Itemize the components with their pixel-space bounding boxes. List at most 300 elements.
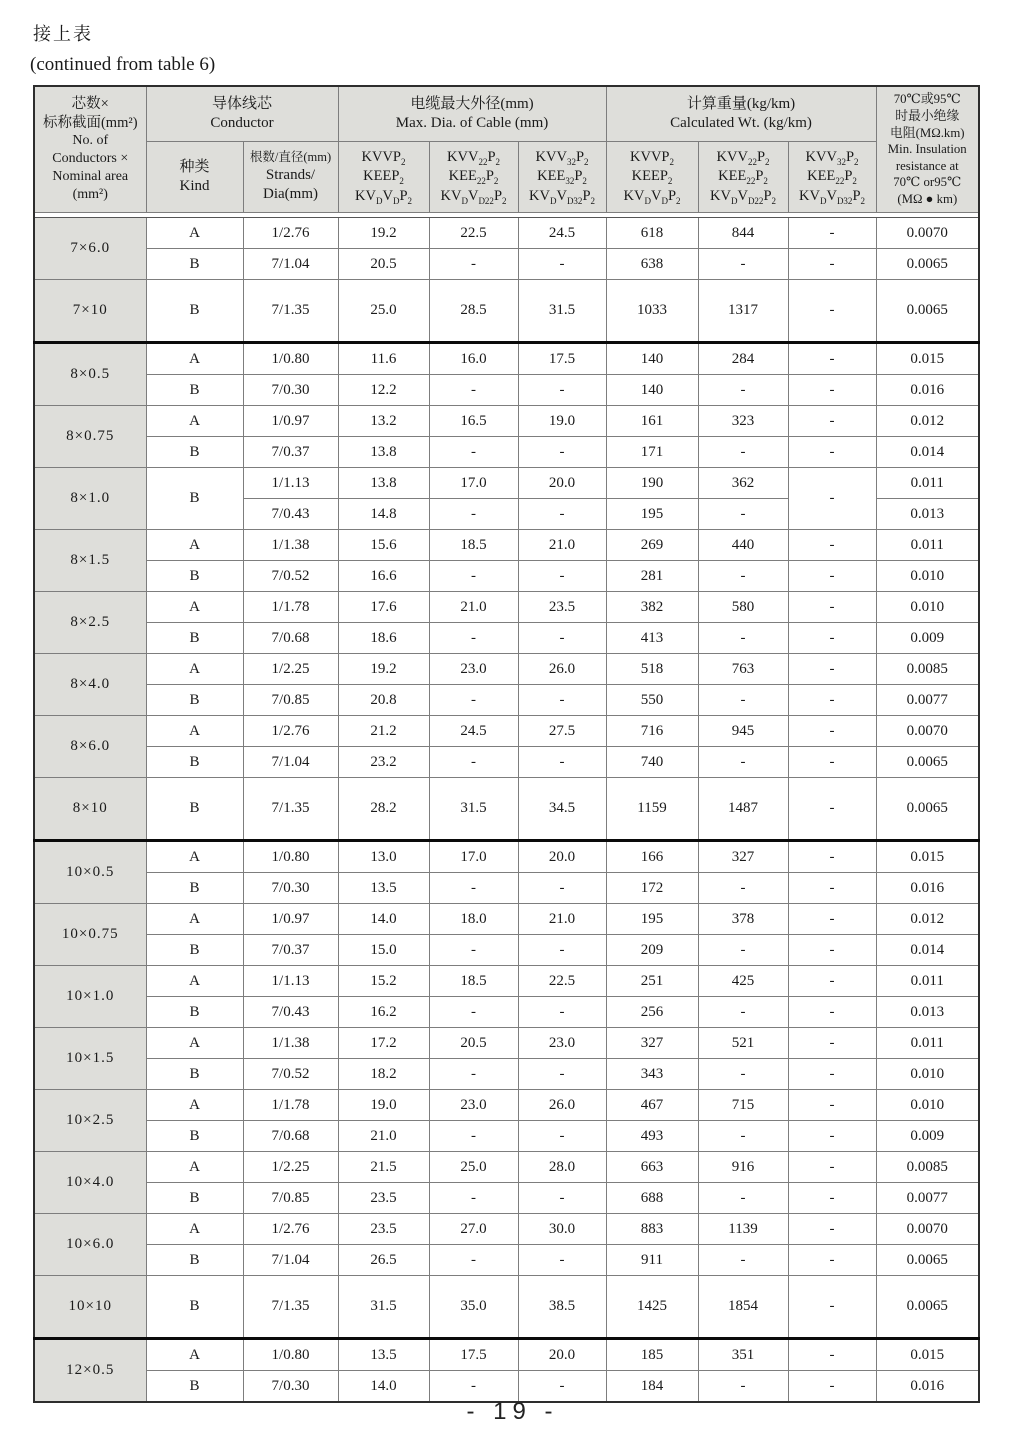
strands-cell: 1/0.80 bbox=[243, 841, 338, 873]
dia-kvvp2-cell: 17.2 bbox=[338, 1028, 429, 1059]
weight-kvvp2-cell: 172 bbox=[606, 873, 698, 904]
weight-kvvp2-cell: 413 bbox=[606, 623, 698, 654]
strands-cell: 7/1.04 bbox=[243, 249, 338, 280]
resistance-cell: 0.0065 bbox=[876, 280, 979, 343]
dia-kvv22p2-cell: - bbox=[429, 747, 518, 778]
kind-cell: A bbox=[146, 841, 243, 873]
dia-kvv22p2-cell: 18.5 bbox=[429, 966, 518, 997]
dia-kvvp2-cell: 14.8 bbox=[338, 499, 429, 530]
weight-kvvp2-cell: 382 bbox=[606, 592, 698, 623]
dia-kvv32p2-cell: - bbox=[518, 685, 606, 716]
header-max-dia-group: 电缆最大外径(mm) Max. Dia. of Cable (mm) bbox=[338, 86, 606, 142]
dia-kvv22p2-cell: - bbox=[429, 623, 518, 654]
resistance-cell: 0.011 bbox=[876, 966, 979, 997]
resistance-cell: 0.016 bbox=[876, 1371, 979, 1403]
dia-kvv22p2-cell: 20.5 bbox=[429, 1028, 518, 1059]
dia-kvv22p2-cell: 17.5 bbox=[429, 1339, 518, 1371]
dia-kvv32p2-cell: - bbox=[518, 1245, 606, 1276]
table-row bbox=[34, 873, 979, 904]
dia-kvvp2-cell: 23.5 bbox=[338, 1214, 429, 1245]
resistance-cell: 0.011 bbox=[876, 468, 979, 499]
weight-kvvp2-cell: 343 bbox=[606, 1059, 698, 1090]
dia-kvv22p2-cell: 16.5 bbox=[429, 406, 518, 437]
dia-kvv22p2-cell: - bbox=[429, 437, 518, 468]
table-row bbox=[34, 592, 979, 623]
kind-cell: B bbox=[146, 873, 243, 904]
dia-kvvp2-cell: 13.0 bbox=[338, 841, 429, 873]
dia-kvvp2-cell: 18.2 bbox=[338, 1059, 429, 1090]
dia-kvvp2-cell: 21.0 bbox=[338, 1121, 429, 1152]
dia-kvvp2-cell: 13.5 bbox=[338, 1339, 429, 1371]
kind-cell: B bbox=[146, 1121, 243, 1152]
dia-kvv32p2-cell: - bbox=[518, 437, 606, 468]
weight-kvv32p2-cell: - bbox=[788, 1371, 876, 1403]
weight-kvv22p2-cell: - bbox=[698, 873, 788, 904]
resistance-cell: 0.010 bbox=[876, 561, 979, 592]
weight-kvvp2-cell: 518 bbox=[606, 654, 698, 685]
table-row bbox=[34, 778, 979, 841]
weight-kvv32p2-cell: - bbox=[788, 375, 876, 406]
weight-kvvp2-cell: 195 bbox=[606, 499, 698, 530]
page-title: 接上表 bbox=[33, 24, 93, 44]
size-cell: 8×4.0 bbox=[34, 654, 146, 716]
weight-kvvp2-cell: 911 bbox=[606, 1245, 698, 1276]
kind-cell: B bbox=[146, 561, 243, 592]
weight-kvvp2-cell: 269 bbox=[606, 530, 698, 561]
table-row bbox=[34, 218, 979, 249]
strands-cell: 1/1.38 bbox=[243, 1028, 338, 1059]
kind-cell: B bbox=[146, 280, 243, 343]
table-row bbox=[34, 1276, 979, 1339]
resistance-cell: 0.0065 bbox=[876, 747, 979, 778]
strands-cell: 7/0.68 bbox=[243, 1121, 338, 1152]
size-cell: 8×1.5 bbox=[34, 530, 146, 592]
table-row bbox=[34, 468, 979, 499]
strands-cell: 1/1.78 bbox=[243, 592, 338, 623]
weight-kvv22p2-cell: - bbox=[698, 935, 788, 966]
dia-kvv22p2-cell: 18.5 bbox=[429, 530, 518, 561]
weight-kvv32p2-cell: - bbox=[788, 716, 876, 747]
kind-cell: A bbox=[146, 1339, 243, 1371]
weight-kvvp2-cell: 1425 bbox=[606, 1276, 698, 1339]
dia-kvv32p2-cell: 27.5 bbox=[518, 716, 606, 747]
size-cell: 8×0.5 bbox=[34, 343, 146, 406]
weight-kvvp2-cell: 185 bbox=[606, 1339, 698, 1371]
strands-cell: 1/1.13 bbox=[243, 468, 338, 499]
weight-kvv32p2-cell: - bbox=[788, 592, 876, 623]
dia-kvv22p2-cell: 22.5 bbox=[429, 218, 518, 249]
dia-kvv32p2-cell: 23.0 bbox=[518, 1028, 606, 1059]
weight-kvv32p2-cell: - bbox=[788, 1121, 876, 1152]
dia-kvv22p2-cell: 17.0 bbox=[429, 841, 518, 873]
weight-kvv32p2-cell: - bbox=[788, 904, 876, 935]
weight-kvvp2-cell: 209 bbox=[606, 935, 698, 966]
weight-kvv22p2-cell: 378 bbox=[698, 904, 788, 935]
table-body bbox=[34, 218, 979, 1403]
dia-kvvp2-cell: 16.6 bbox=[338, 561, 429, 592]
weight-kvv32p2-cell: - bbox=[788, 997, 876, 1028]
table-row bbox=[34, 904, 979, 935]
table-row bbox=[34, 280, 979, 343]
kind-cell: A bbox=[146, 530, 243, 561]
strands-cell: 1/2.76 bbox=[243, 1214, 338, 1245]
weight-kvvp2-cell: 281 bbox=[606, 561, 698, 592]
table-row bbox=[34, 375, 979, 406]
weight-kvv32p2-cell: - bbox=[788, 1090, 876, 1121]
dia-kvv22p2-cell: - bbox=[429, 1183, 518, 1214]
kind-cell: A bbox=[146, 716, 243, 747]
dia-kvvp2-cell: 25.0 bbox=[338, 280, 429, 343]
dia-kvv32p2-cell: - bbox=[518, 561, 606, 592]
table-row bbox=[34, 1121, 979, 1152]
dia-kvv32p2-cell: - bbox=[518, 249, 606, 280]
table-row bbox=[34, 1214, 979, 1245]
resistance-cell: 0.0085 bbox=[876, 1152, 979, 1183]
dia-kvv32p2-cell: 22.5 bbox=[518, 966, 606, 997]
weight-kvv22p2-cell: - bbox=[698, 375, 788, 406]
strands-cell: 1/2.76 bbox=[243, 218, 338, 249]
table-row bbox=[34, 685, 979, 716]
dia-kvv32p2-cell: 21.0 bbox=[518, 904, 606, 935]
dia-kvv22p2-cell: 27.0 bbox=[429, 1214, 518, 1245]
resistance-cell: 0.0085 bbox=[876, 654, 979, 685]
weight-kvv32p2-cell: - bbox=[788, 747, 876, 778]
resistance-cell: 0.015 bbox=[876, 1339, 979, 1371]
dia-kvv22p2-cell: 31.5 bbox=[429, 778, 518, 841]
size-cell: 10×6.0 bbox=[34, 1214, 146, 1276]
dia-kvv32p2-cell: 24.5 bbox=[518, 218, 606, 249]
weight-kvv22p2-cell: 580 bbox=[698, 592, 788, 623]
resistance-cell: 0.012 bbox=[876, 406, 979, 437]
weight-kvv22p2-cell: 1487 bbox=[698, 778, 788, 841]
weight-kvv32p2-cell: - bbox=[788, 1183, 876, 1214]
weight-kvv32p2-cell: - bbox=[788, 218, 876, 249]
header-wt-type-kvv32p2: $KVV_{32}P_2$ $KEE_{22}P_2$ $KV_DV_{D32}P_2$ bbox=[788, 142, 876, 213]
header-conductors-nominal-area: 芯数× 标称截面(mm²) No. of Conductors × Nominal area (mm²) bbox=[34, 86, 146, 213]
weight-kvv22p2-cell: - bbox=[698, 561, 788, 592]
table-row bbox=[34, 1090, 979, 1121]
dia-kvvp2-cell: 13.2 bbox=[338, 406, 429, 437]
weight-kvvp2-cell: 883 bbox=[606, 1214, 698, 1245]
dia-kvvp2-cell: 14.0 bbox=[338, 1371, 429, 1403]
weight-kvv22p2-cell: 327 bbox=[698, 841, 788, 873]
dia-kvv32p2-cell: - bbox=[518, 997, 606, 1028]
dia-kvv32p2-cell: - bbox=[518, 1371, 606, 1403]
weight-kvv32p2-cell: - bbox=[788, 1339, 876, 1371]
resistance-cell: 0.0070 bbox=[876, 218, 979, 249]
table-row bbox=[34, 966, 979, 997]
dia-kvv32p2-cell: 26.0 bbox=[518, 654, 606, 685]
weight-kvv22p2-cell: - bbox=[698, 1059, 788, 1090]
dia-kvvp2-cell: 12.2 bbox=[338, 375, 429, 406]
weight-kvv32p2-cell: - bbox=[788, 530, 876, 561]
dia-kvv22p2-cell: 23.0 bbox=[429, 1090, 518, 1121]
kind-cell: B bbox=[146, 778, 243, 841]
size-cell: 10×0.5 bbox=[34, 841, 146, 904]
weight-kvv22p2-cell: 323 bbox=[698, 406, 788, 437]
weight-kvvp2-cell: 140 bbox=[606, 343, 698, 375]
strands-cell: 7/0.30 bbox=[243, 1371, 338, 1403]
weight-kvv32p2-cell: - bbox=[788, 1028, 876, 1059]
dia-kvv32p2-cell: 20.0 bbox=[518, 841, 606, 873]
page-number: - 19 - bbox=[466, 1398, 559, 1425]
weight-kvvp2-cell: 190 bbox=[606, 468, 698, 499]
table-row bbox=[34, 437, 979, 468]
kind-cell: A bbox=[146, 1214, 243, 1245]
kind-cell: B bbox=[146, 437, 243, 468]
kind-cell: B bbox=[146, 685, 243, 716]
resistance-cell: 0.010 bbox=[876, 592, 979, 623]
size-cell: 8×10 bbox=[34, 778, 146, 841]
weight-kvvp2-cell: 327 bbox=[606, 1028, 698, 1059]
strands-cell: 1/1.13 bbox=[243, 966, 338, 997]
dia-kvvp2-cell: 21.2 bbox=[338, 716, 429, 747]
weight-kvvp2-cell: 161 bbox=[606, 406, 698, 437]
size-cell: 12×0.5 bbox=[34, 1339, 146, 1403]
table-row bbox=[34, 1245, 979, 1276]
header-min-insulation-resistance: 70℃或95℃ 时最小绝缘 电阻(MΩ.km) Min. Insulation resistance at 70℃ or95℃ (MΩ ● km) bbox=[876, 86, 979, 213]
kind-cell: A bbox=[146, 1028, 243, 1059]
size-cell: 8×0.75 bbox=[34, 406, 146, 468]
dia-kvvp2-cell: 20.8 bbox=[338, 685, 429, 716]
kind-cell: A bbox=[146, 592, 243, 623]
table-row bbox=[34, 530, 979, 561]
strands-cell: 1/0.97 bbox=[243, 904, 338, 935]
weight-kvv22p2-cell: - bbox=[698, 437, 788, 468]
weight-kvv32p2-cell: - bbox=[788, 1059, 876, 1090]
strands-cell: 1/1.38 bbox=[243, 530, 338, 561]
dia-kvv32p2-cell: 19.0 bbox=[518, 406, 606, 437]
strands-cell: 7/0.52 bbox=[243, 1059, 338, 1090]
kind-cell: A bbox=[146, 218, 243, 249]
header-calculated-weight-group: 计算重量(kg/km) Calculated Wt. (kg/km) bbox=[606, 86, 876, 142]
strands-cell: 7/0.85 bbox=[243, 1183, 338, 1214]
weight-kvv22p2-cell: - bbox=[698, 747, 788, 778]
strands-cell: 7/1.04 bbox=[243, 1245, 338, 1276]
dia-kvvp2-cell: 19.2 bbox=[338, 654, 429, 685]
weight-kvv32p2-cell: - bbox=[788, 561, 876, 592]
dia-kvv22p2-cell: - bbox=[429, 935, 518, 966]
size-cell: 10×4.0 bbox=[34, 1152, 146, 1214]
kind-cell: B bbox=[146, 375, 243, 406]
dia-kvvp2-cell: 26.5 bbox=[338, 1245, 429, 1276]
weight-kvv32p2-cell: - bbox=[788, 1245, 876, 1276]
dia-kvv32p2-cell: - bbox=[518, 873, 606, 904]
kind-cell: B bbox=[146, 623, 243, 654]
kind-cell: B bbox=[146, 1276, 243, 1339]
resistance-cell: 0.012 bbox=[876, 904, 979, 935]
weight-kvv22p2-cell: 284 bbox=[698, 343, 788, 375]
dia-kvv32p2-cell: 30.0 bbox=[518, 1214, 606, 1245]
dia-kvv32p2-cell: - bbox=[518, 375, 606, 406]
kind-cell: B bbox=[146, 1183, 243, 1214]
size-cell: 10×1.0 bbox=[34, 966, 146, 1028]
table-row bbox=[34, 841, 979, 873]
weight-kvv22p2-cell: 351 bbox=[698, 1339, 788, 1371]
dia-kvv32p2-cell: - bbox=[518, 935, 606, 966]
weight-kvvp2-cell: 140 bbox=[606, 375, 698, 406]
resistance-cell: 0.013 bbox=[876, 997, 979, 1028]
weight-kvv22p2-cell: 1854 bbox=[698, 1276, 788, 1339]
weight-kvv22p2-cell: 1317 bbox=[698, 280, 788, 343]
strands-cell: 7/1.35 bbox=[243, 1276, 338, 1339]
weight-kvv22p2-cell: 763 bbox=[698, 654, 788, 685]
dia-kvv22p2-cell: - bbox=[429, 561, 518, 592]
dia-kvv32p2-cell: 28.0 bbox=[518, 1152, 606, 1183]
dia-kvv22p2-cell: 18.0 bbox=[429, 904, 518, 935]
header-strands-dia: 根数/直径(mm) Strands/ Dia(mm) bbox=[243, 142, 338, 213]
weight-kvvp2-cell: 256 bbox=[606, 997, 698, 1028]
dia-kvv22p2-cell: 16.0 bbox=[429, 343, 518, 375]
weight-kvvp2-cell: 638 bbox=[606, 249, 698, 280]
kind-cell: A bbox=[146, 1152, 243, 1183]
weight-kvv22p2-cell: 945 bbox=[698, 716, 788, 747]
dia-kvvp2-cell: 23.5 bbox=[338, 1183, 429, 1214]
kind-cell: A bbox=[146, 343, 243, 375]
weight-kvv32p2-cell: - bbox=[788, 654, 876, 685]
strands-cell: 1/2.25 bbox=[243, 654, 338, 685]
resistance-cell: 0.011 bbox=[876, 530, 979, 561]
strands-cell: 7/1.35 bbox=[243, 280, 338, 343]
dia-kvv22p2-cell: 35.0 bbox=[429, 1276, 518, 1339]
kind-cell: B bbox=[146, 997, 243, 1028]
kind-cell: B bbox=[146, 1245, 243, 1276]
strands-cell: 7/0.68 bbox=[243, 623, 338, 654]
dia-kvv22p2-cell: 24.5 bbox=[429, 716, 518, 747]
dia-kvv22p2-cell: 28.5 bbox=[429, 280, 518, 343]
weight-kvv32p2-cell: - bbox=[788, 1214, 876, 1245]
weight-kvvp2-cell: 171 bbox=[606, 437, 698, 468]
weight-kvv32p2-cell: - bbox=[788, 280, 876, 343]
resistance-cell: 0.011 bbox=[876, 1028, 979, 1059]
weight-kvvp2-cell: 493 bbox=[606, 1121, 698, 1152]
header-dia-type-kvv22p2: $KVV_{22}P_2$ $KEE_{22}P_2$ $KV_DV_{D22}P_2$ bbox=[429, 142, 518, 213]
weight-kvvp2-cell: 663 bbox=[606, 1152, 698, 1183]
resistance-cell: 0.015 bbox=[876, 343, 979, 375]
weight-kvv32p2-cell: - bbox=[788, 343, 876, 375]
table-row bbox=[34, 623, 979, 654]
dia-kvvp2-cell: 21.5 bbox=[338, 1152, 429, 1183]
weight-kvv32p2-cell: - bbox=[788, 1276, 876, 1339]
size-cell: 7×6.0 bbox=[34, 218, 146, 280]
strands-cell: 7/1.35 bbox=[243, 778, 338, 841]
weight-kvv22p2-cell: 715 bbox=[698, 1090, 788, 1121]
strands-cell: 1/0.80 bbox=[243, 343, 338, 375]
strands-cell: 1/1.78 bbox=[243, 1090, 338, 1121]
dia-kvvp2-cell: 19.2 bbox=[338, 218, 429, 249]
dia-kvv22p2-cell: - bbox=[429, 499, 518, 530]
kind-cell: A bbox=[146, 966, 243, 997]
kind-cell: B bbox=[146, 935, 243, 966]
kind-cell: A bbox=[146, 406, 243, 437]
table-row bbox=[34, 747, 979, 778]
strands-cell: 1/0.80 bbox=[243, 1339, 338, 1371]
table-row bbox=[34, 249, 979, 280]
table-row bbox=[34, 997, 979, 1028]
weight-kvv22p2-cell: 844 bbox=[698, 218, 788, 249]
dia-kvv22p2-cell: - bbox=[429, 1121, 518, 1152]
table-row bbox=[34, 1059, 979, 1090]
strands-cell: 1/2.25 bbox=[243, 1152, 338, 1183]
dia-kvvp2-cell: 13.8 bbox=[338, 468, 429, 499]
weight-kvv22p2-cell: 362 bbox=[698, 468, 788, 499]
weight-kvv22p2-cell: 1139 bbox=[698, 1214, 788, 1245]
weight-kvv32p2-cell: - bbox=[788, 406, 876, 437]
resistance-cell: 0.014 bbox=[876, 437, 979, 468]
kind-cell: B bbox=[146, 1371, 243, 1403]
strands-cell: 7/0.37 bbox=[243, 437, 338, 468]
dia-kvvp2-cell: 15.6 bbox=[338, 530, 429, 561]
weight-kvv22p2-cell: - bbox=[698, 1183, 788, 1214]
weight-kvv32p2-cell: - bbox=[788, 966, 876, 997]
dia-kvv32p2-cell: 26.0 bbox=[518, 1090, 606, 1121]
weight-kvv22p2-cell: - bbox=[698, 1245, 788, 1276]
dia-kvvp2-cell: 28.2 bbox=[338, 778, 429, 841]
page-subtitle: (continued from table 6) bbox=[30, 54, 216, 75]
dia-kvv32p2-cell: 20.0 bbox=[518, 1339, 606, 1371]
strands-cell: 1/0.97 bbox=[243, 406, 338, 437]
weight-kvv22p2-cell: - bbox=[698, 997, 788, 1028]
weight-kvv22p2-cell: - bbox=[698, 685, 788, 716]
dia-kvvp2-cell: 19.0 bbox=[338, 1090, 429, 1121]
dia-kvv32p2-cell: - bbox=[518, 499, 606, 530]
kind-cell: B bbox=[146, 1059, 243, 1090]
weight-kvvp2-cell: 166 bbox=[606, 841, 698, 873]
strands-cell: 7/0.43 bbox=[243, 499, 338, 530]
dia-kvv32p2-cell: - bbox=[518, 1121, 606, 1152]
size-cell: 7×10 bbox=[34, 280, 146, 343]
dia-kvv22p2-cell: - bbox=[429, 685, 518, 716]
header-dia-type-kvv32p2: $KVV_{32}P_2$ $KEE_{32}P_2$ $KV_DV_{D32}P_2$ bbox=[518, 142, 606, 213]
dia-kvv32p2-cell: 34.5 bbox=[518, 778, 606, 841]
dia-kvv32p2-cell: - bbox=[518, 1183, 606, 1214]
kind-cell: A bbox=[146, 1090, 243, 1121]
strands-cell: 7/0.30 bbox=[243, 375, 338, 406]
strands-cell: 7/0.30 bbox=[243, 873, 338, 904]
dia-kvvp2-cell: 16.2 bbox=[338, 997, 429, 1028]
dia-kvv32p2-cell: 17.5 bbox=[518, 343, 606, 375]
size-cell: 8×1.0 bbox=[34, 468, 146, 530]
weight-kvvp2-cell: 184 bbox=[606, 1371, 698, 1403]
dia-kvv22p2-cell: 25.0 bbox=[429, 1152, 518, 1183]
weight-kvv22p2-cell: - bbox=[698, 499, 788, 530]
weight-kvvp2-cell: 618 bbox=[606, 218, 698, 249]
table-row bbox=[34, 1339, 979, 1371]
size-cell: 8×2.5 bbox=[34, 592, 146, 654]
dia-kvvp2-cell: 31.5 bbox=[338, 1276, 429, 1339]
weight-kvv32p2-cell: - bbox=[788, 873, 876, 904]
resistance-cell: 0.016 bbox=[876, 375, 979, 406]
dia-kvv22p2-cell: - bbox=[429, 1059, 518, 1090]
resistance-cell: 0.014 bbox=[876, 935, 979, 966]
resistance-cell: 0.009 bbox=[876, 623, 979, 654]
resistance-cell: 0.0077 bbox=[876, 1183, 979, 1214]
dia-kvv32p2-cell: 23.5 bbox=[518, 592, 606, 623]
dia-kvv22p2-cell: - bbox=[429, 873, 518, 904]
strands-cell: 7/0.85 bbox=[243, 685, 338, 716]
table-row bbox=[34, 654, 979, 685]
resistance-cell: 0.0065 bbox=[876, 249, 979, 280]
weight-kvvp2-cell: 550 bbox=[606, 685, 698, 716]
weight-kvv32p2-cell: - bbox=[788, 468, 876, 530]
strands-cell: 1/2.76 bbox=[243, 716, 338, 747]
header-wt-type-kvv22p2: $KVV_{22}P_2$ $KEE_{22}P_2$ $KV_DV_{D22}P_2$ bbox=[698, 142, 788, 213]
size-cell: 8×6.0 bbox=[34, 716, 146, 778]
dia-kvvp2-cell: 17.6 bbox=[338, 592, 429, 623]
dia-kvvp2-cell: 20.5 bbox=[338, 249, 429, 280]
kind-cell: A bbox=[146, 904, 243, 935]
resistance-cell: 0.0065 bbox=[876, 778, 979, 841]
